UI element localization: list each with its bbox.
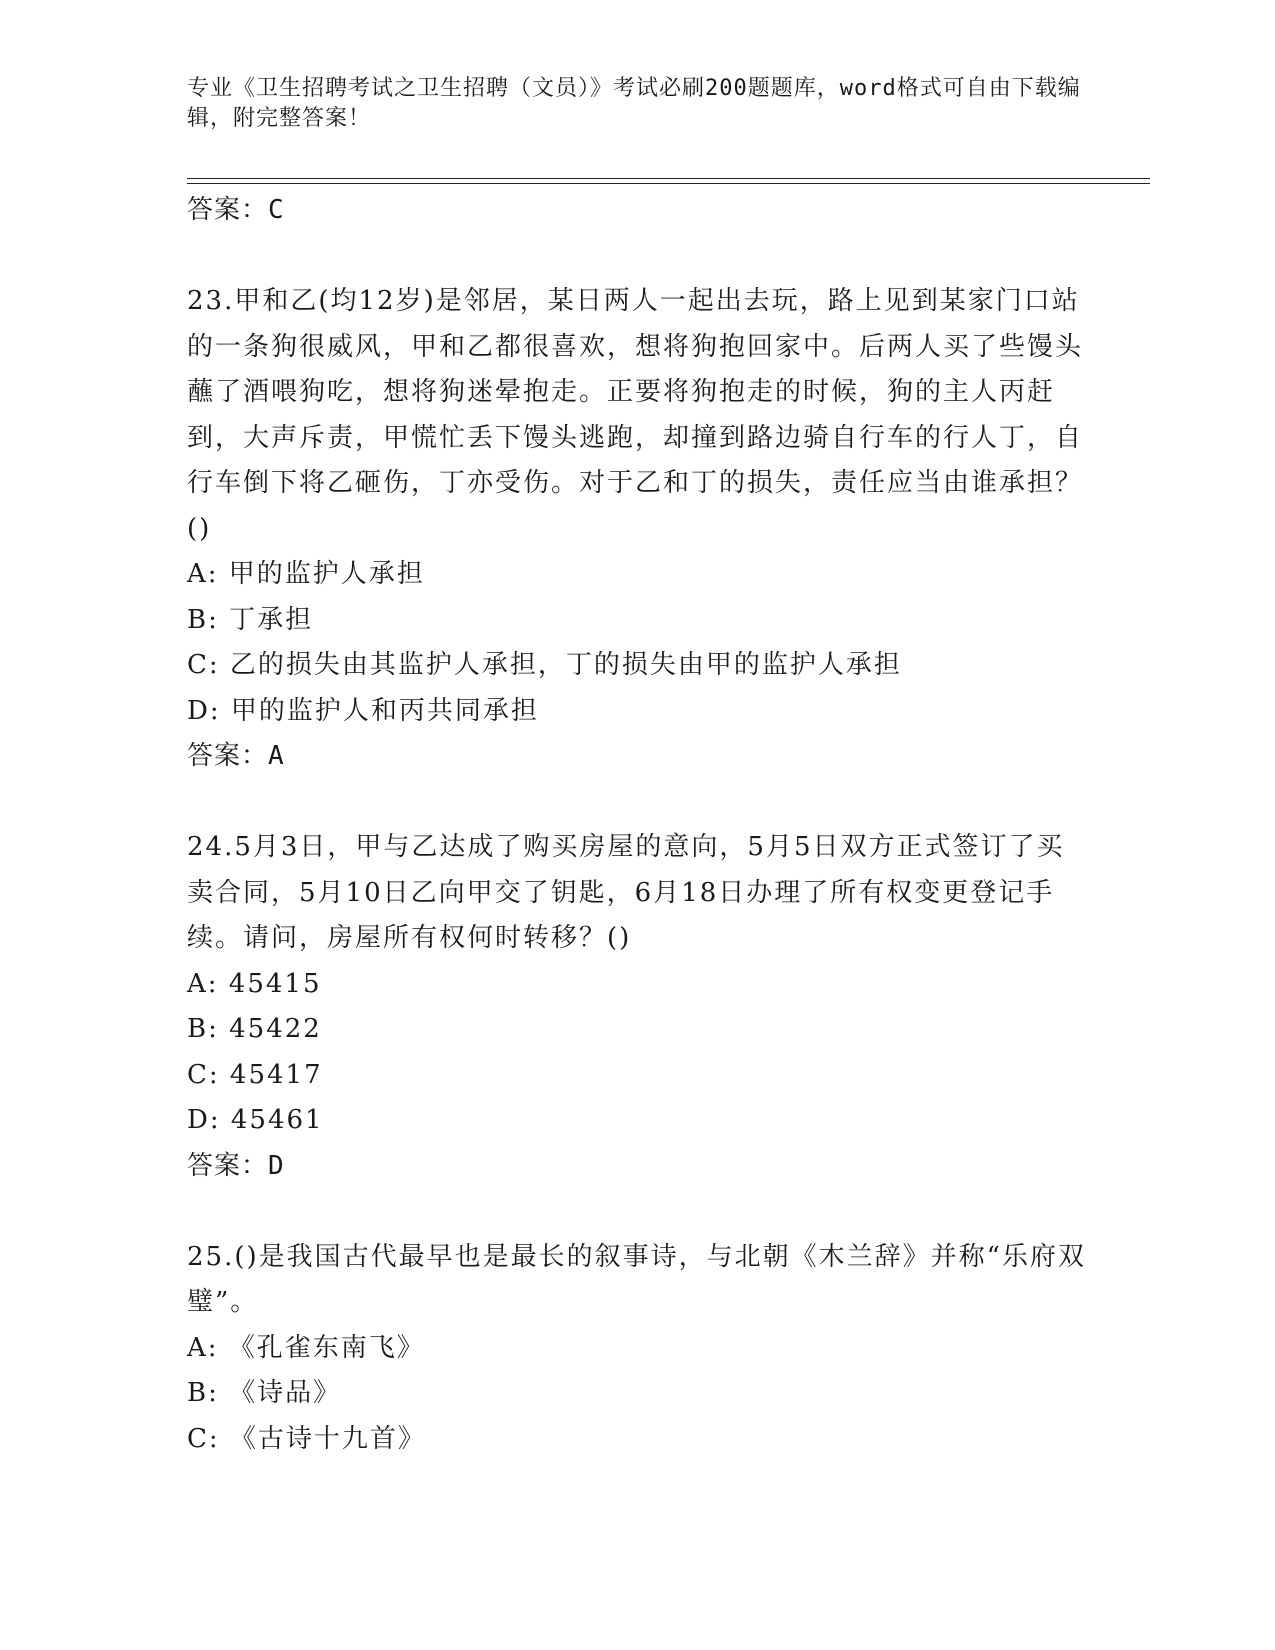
option-c: C: 乙的损失由其监护人承担，丁的损失由甲的监护人承担 xyxy=(187,650,902,680)
question-24 xyxy=(187,825,1087,1189)
option-a: A: 甲的监护人承担 xyxy=(187,559,425,589)
option-d: D: 甲的监护人和丙共同承担 xyxy=(187,695,539,726)
answer-24: 答案：D xyxy=(187,1150,285,1181)
option-b: B: 《诗品》 xyxy=(187,1378,342,1408)
page-header: 专业《卫生招聘考试之卫生招聘（文员）》考试必刷200题题库，word格式可自由下载编辑，附完整答案！ xyxy=(187,76,1081,131)
option-c: C: 《古诗十九首》 xyxy=(187,1423,426,1454)
header-rule-top xyxy=(187,178,1150,179)
question-text: 25.()是我国古代最早也是最长的叙事诗，与北朝《木兰辞》并称“乐府双璧”。 xyxy=(187,1241,1086,1317)
answer-23: 答案：A xyxy=(187,741,285,771)
header-rule-bottom xyxy=(187,183,1150,184)
option-d: D: 45461 xyxy=(187,1105,324,1135)
option-c: C: 45417 xyxy=(187,1059,323,1090)
question-text: 24.5月3日，甲与乙达成了购买房屋的意向，5月5日双方正式签订了买卖合同，5月10日乙向甲交了钥匙，6月18日办理了所有权变更登记手续。请问，房屋所有权何时转移？() xyxy=(187,832,1065,953)
option-a: A: 45415 xyxy=(187,968,322,999)
document-body xyxy=(187,188,1087,1462)
answer-prev: 答案：C xyxy=(187,195,285,225)
question-text: 23.甲和乙(均12岁)是邻居，某日两人一起出去玩，路上见到某家门口站的一条狗很威风，甲和乙都很喜欢，想将狗抱回家中。后两人买了些馒头蘸了酒喂狗吃，想将狗迷晕抱走。正要将狗抱走的时候，狗的主人丙赶到，大声斥责，甲慌忙丢下馒头逃跑，却撞到路边骑自行车的行人丁，自行车倒下将乙砸伤，丁亦受伤。对于乙和丁的损失，责任应当由谁承担？() xyxy=(187,286,1084,544)
option-a: A: 《孔雀东南飞》 xyxy=(187,1332,425,1363)
question-25 xyxy=(187,1235,1087,1463)
option-b: B: 丁承担 xyxy=(187,604,314,635)
question-23 xyxy=(187,279,1087,780)
option-b: B: 45422 xyxy=(187,1014,322,1044)
